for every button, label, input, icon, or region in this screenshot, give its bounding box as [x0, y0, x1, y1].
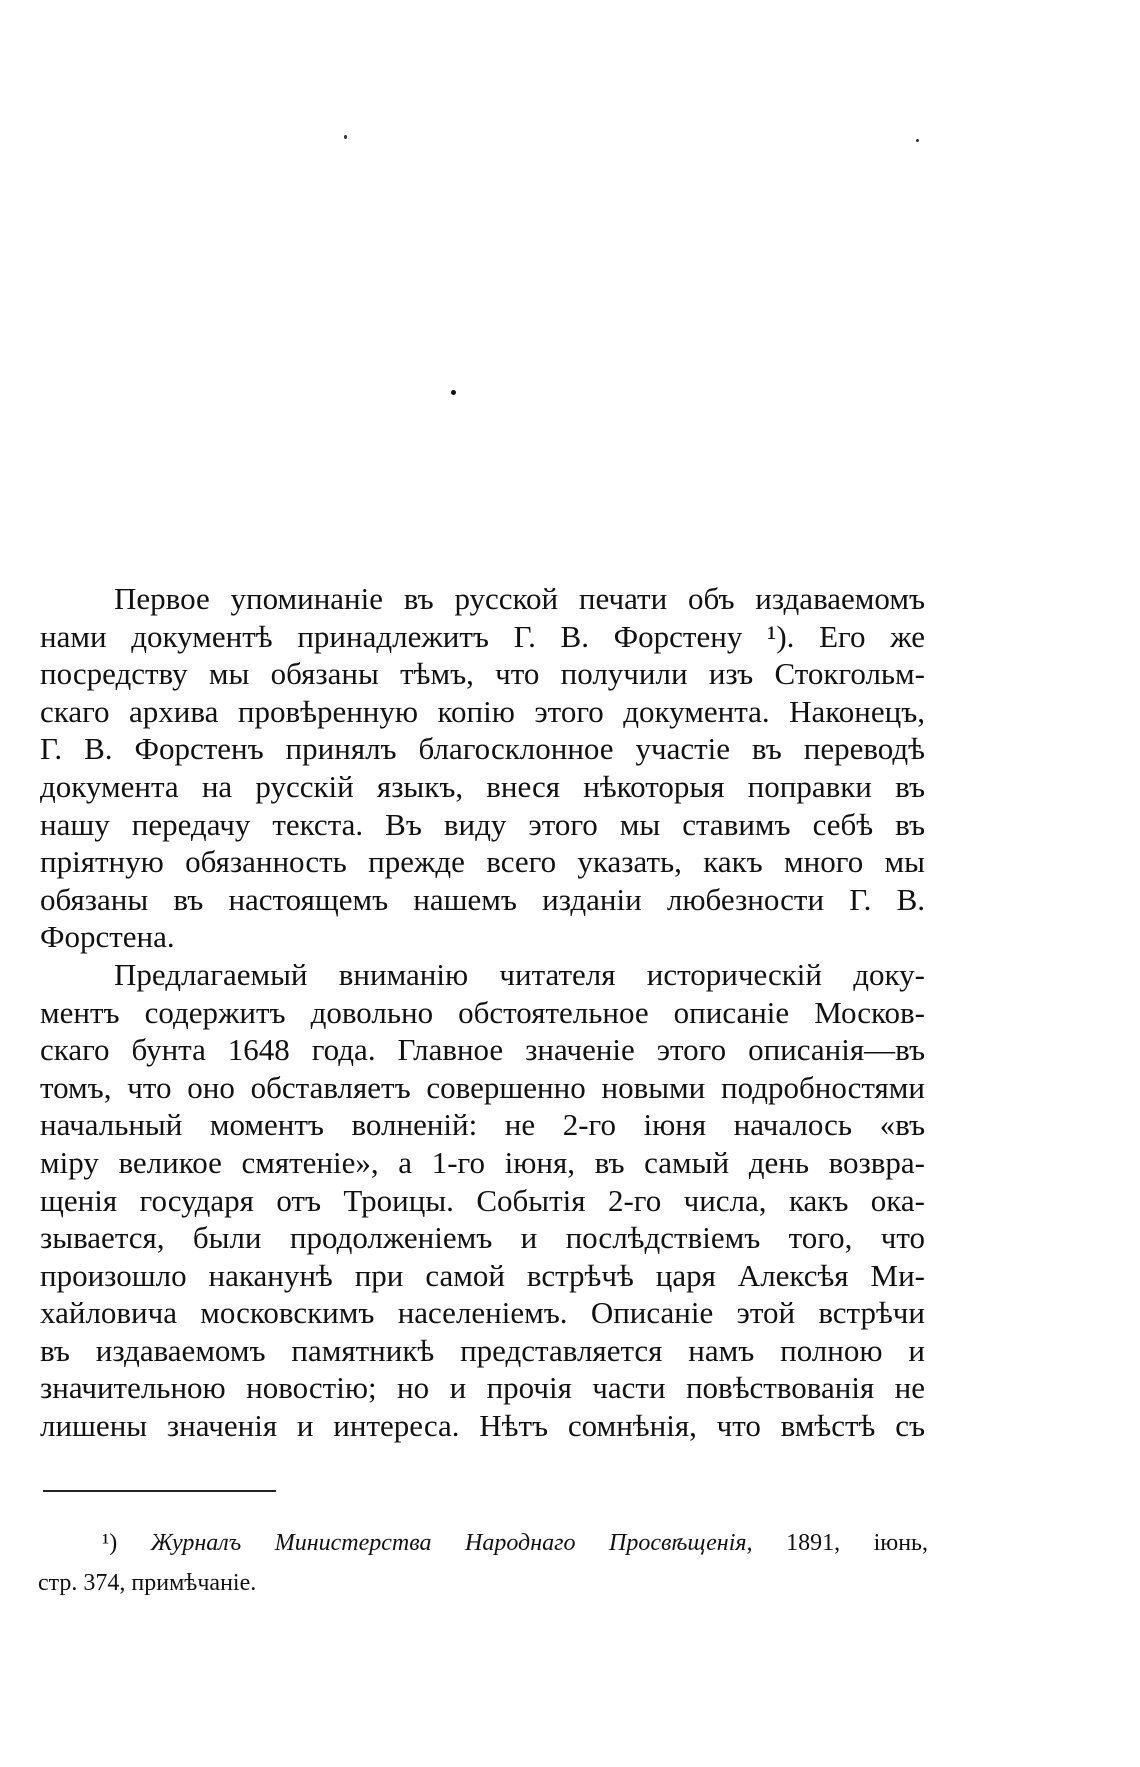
- footnote: [38, 1523, 928, 1603]
- paragraph-2: [40, 956, 925, 1445]
- text-line: зывается, были продолженіемъ и послѣдствіемъ того, что: [40, 1220, 925, 1256]
- main-text: [40, 580, 925, 1445]
- text-line: щенія государя отъ Троицы. Событія 2-го числа, какъ ока-: [40, 1182, 925, 1218]
- text-line: документа на русскій языкъ, внеся нѣкоторыя поправки въ: [40, 768, 925, 804]
- text-line: скаго архива провѣренную копію этого документа. Наконецъ,: [40, 693, 925, 729]
- print-speck: [916, 139, 919, 142]
- footnote-divider: [43, 1490, 276, 1492]
- text-line: ментъ содержитъ довольно обстоятельное описаніе Москов-: [40, 994, 925, 1030]
- text-line: произошло наканунѣ при самой встрѣчѣ царя Алексѣя Ми-: [40, 1257, 925, 1293]
- text-line: міру великое смятеніе», а 1-го іюня, въ самый день возвра-: [40, 1144, 925, 1180]
- text-line: значительною новостію; но и прочія части повѣствованія не: [40, 1370, 925, 1406]
- footnote-line-2: стр. 374, примѣчаніе.: [38, 1570, 257, 1596]
- text-line: скаго бунта 1648 года. Главное значеніе этого описанія—въ: [40, 1032, 925, 1068]
- footnote-date: 1891, іюнь,: [786, 1530, 928, 1556]
- footnote-line-1: [38, 1523, 928, 1563]
- text-line: въ издаваемомъ памятникѣ представляется намъ полною и: [40, 1332, 925, 1368]
- text-line: Форстена.: [40, 919, 175, 955]
- footnote-marker: ¹): [102, 1530, 118, 1556]
- text-line: лишены значенія и интереса. Нѣтъ сомнѣнія, что вмѣстѣ съ: [40, 1408, 925, 1444]
- text-line: Первое упоминаніе въ русской печати объ издаваемомъ: [114, 581, 925, 616]
- text-line: хайловича московскимъ населеніемъ. Описаніе этой встрѣчи: [40, 1295, 925, 1331]
- text-line: Г. В. Форстенъ принялъ благосклонное участіе въ переводѣ: [40, 731, 925, 767]
- print-speck: [451, 390, 456, 395]
- text-line: нами документѣ принадлежитъ Г. В. Форстену ¹). Его же: [40, 618, 925, 654]
- text-line: Предлагаемый вниманію читателя историческій доку-: [114, 956, 925, 992]
- text-line: томъ, что оно обставляетъ совершенно новыми подробностями: [40, 1069, 925, 1105]
- text-line: посредству мы обязаны тѣмъ, что получили изъ Стокгольм-: [40, 656, 925, 692]
- text-line: пріятную обязанность прежде всего указать, какъ много мы: [40, 844, 925, 880]
- text-line: нашу передачу текста. Въ виду этого мы ставимъ себѣ въ: [40, 806, 925, 842]
- paragraph-1: [40, 580, 925, 956]
- footnote-journal-title: Журналъ Министерства Народнаго Просвѣщенія,: [150, 1530, 753, 1556]
- print-speck: [344, 135, 347, 139]
- text-line: начальный моментъ волненій: не 2-го іюня началось «въ: [40, 1107, 925, 1143]
- text-line: обязаны въ настоящемъ нашемъ изданіи любезности Г. В.: [40, 881, 925, 917]
